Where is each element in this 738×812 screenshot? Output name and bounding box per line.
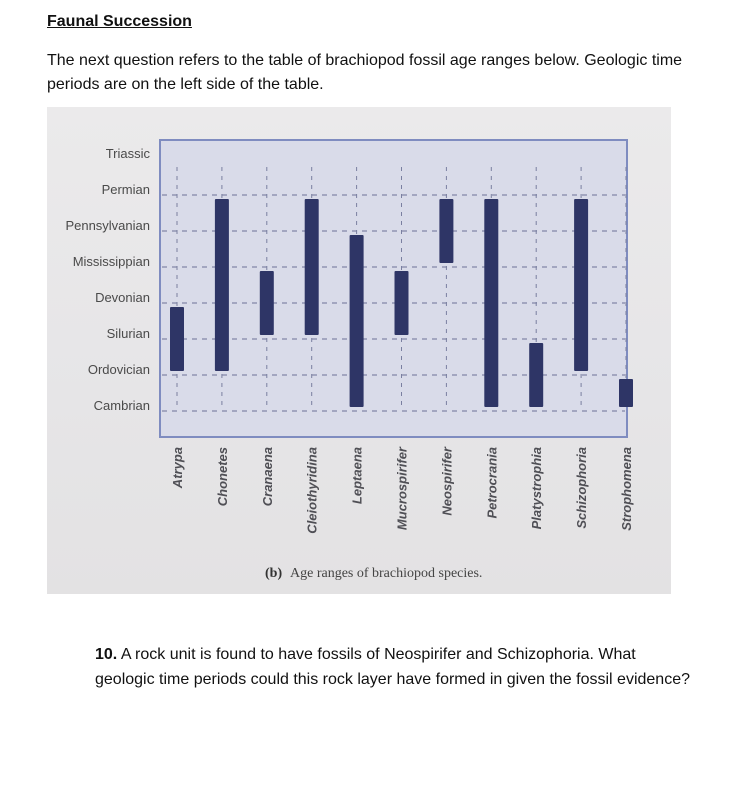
species-label-atrypa: Atrypa (170, 447, 185, 489)
period-label-ordovician: Ordovician (87, 362, 150, 377)
chart-panel (160, 140, 627, 437)
caption-label: (b) (265, 566, 283, 581)
species-label-leptaena: Leptaena (349, 447, 365, 505)
range-bar-cleiothyridina (305, 199, 319, 335)
range-bar-cranaena (260, 271, 274, 335)
range-bar-neospirifer (439, 199, 453, 263)
range-bar-platystrophia (529, 343, 543, 407)
species-label-chonetes: Chonetes (214, 447, 230, 507)
range-bar-petrocrania (484, 199, 498, 407)
species-label-schizophoria: Schizophoria (574, 447, 590, 529)
range-bar-leptaena (350, 235, 364, 407)
species-label-cranaena: Cranaena (259, 447, 275, 507)
range-bar-schizophoria (574, 199, 588, 371)
period-label-silurian: Silurian (106, 326, 150, 341)
range-bar-mucrospirifer (395, 271, 409, 335)
species-label-platystrophia: Platystrophia (529, 447, 545, 530)
question-text: A rock unit is found to have fossils of Neospirifer and Schizophoria. What geologic time periods could this rock layer have formed in given the fossil evidence? (95, 646, 690, 688)
period-label-triassic: Triassic (105, 146, 150, 161)
species-label-neospirifer: Neospirifer (439, 447, 455, 516)
period-label-pennsylvanian: Pennsylvanian (65, 218, 150, 233)
question-number: 10. (95, 646, 118, 663)
species-label-strophomena: Strophomena (619, 447, 634, 531)
range-bar-strophomena (619, 379, 633, 407)
fossil-range-figure (47, 107, 671, 594)
period-label-mississippian: Mississippian (72, 254, 150, 269)
range-bar-atrypa (170, 307, 184, 371)
period-label-devonian: Devonian (95, 290, 150, 305)
intro-paragraph: The next question refers to the table of brachiopod fossil age ranges below. Geologic time periods are on the left side of the table. (47, 52, 683, 93)
period-label-cambrian: Cambrian (93, 398, 150, 413)
species-label-cleiothyridina: Cleiothyridina (304, 447, 320, 534)
species-label-petrocrania: Petrocrania (484, 447, 500, 519)
species-label-mucrospirifer: Mucrospirifer (394, 447, 410, 531)
page-heading: Faunal Succession (47, 13, 192, 30)
caption-text: Age ranges of brachiopod species. (290, 566, 483, 581)
question-10 (95, 642, 695, 692)
period-label-permian: Permian (101, 182, 150, 197)
fossil-range-chart (47, 107, 671, 594)
range-bar-chonetes (215, 199, 229, 371)
